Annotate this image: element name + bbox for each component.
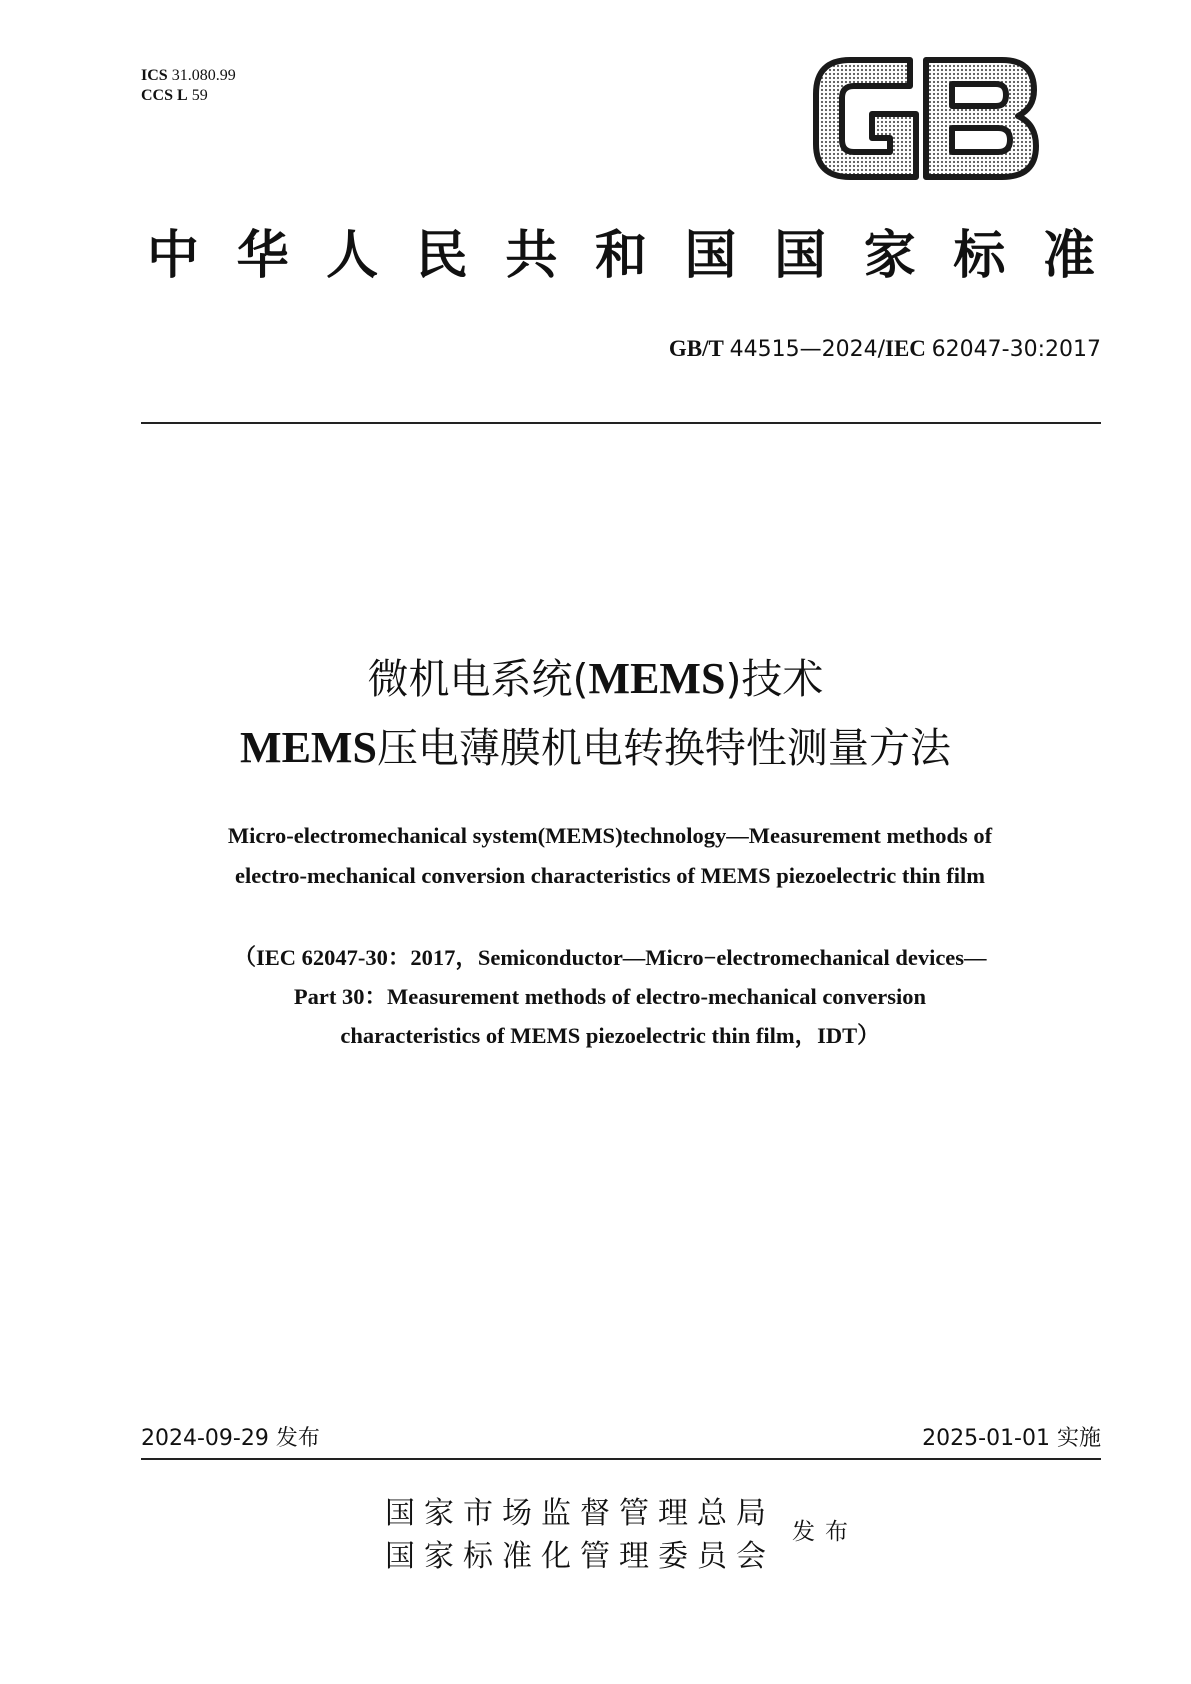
title-en-line2: electro-mechanical conversion characteristics of MEMS piezoelectric thin film (235, 863, 985, 888)
heading-char: 民 (415, 225, 468, 286)
ics-value: 31.080.99 (171, 67, 236, 84)
ccs-code (141, 86, 236, 106)
logo-letter-g (816, 60, 916, 177)
ics-code (141, 66, 236, 86)
standard-prefix: GB/T (668, 336, 724, 361)
title-zh-line2 (0, 717, 1191, 779)
title-zh-part: MEMS (240, 723, 377, 772)
gb-logo (812, 56, 1040, 181)
national-standard-heading (141, 224, 1101, 288)
heading-char: 和 (594, 225, 647, 286)
iec-reference-line3: characteristics of MEMS piezoelectric thin film，IDT） (340, 1023, 880, 1048)
iec-reference-line2: Part 30：Measurement methods of electro-mechanical conversion (293, 984, 927, 1009)
iec-reference (110, 938, 1110, 1055)
heading-char: 国 (774, 225, 827, 286)
iec-label: IEC (885, 336, 926, 361)
issuer-line2: 国家标准化管理委员会 (385, 1539, 775, 1574)
ccs-label: CCS (141, 87, 174, 104)
heading-char: 准 (1042, 225, 1095, 286)
issuer-line1: 国家市场监督管理总局 (385, 1496, 775, 1531)
title-zh-part: 微机电系统( (367, 655, 589, 703)
logo-letter-b (926, 60, 1036, 177)
issue-date: 2024-09-29 发布 (141, 1426, 320, 1451)
title-en (110, 816, 1110, 896)
ccs-letter: L (177, 87, 188, 104)
header-divider (141, 422, 1101, 424)
logo-text: GB (812, 56, 814, 57)
effective-date: 2025-01-01 实施 (922, 1426, 1101, 1451)
heading-char: 标 (953, 225, 1006, 286)
standard-number-value: 44515—2024/ (729, 337, 886, 362)
ics-label: ICS (141, 67, 168, 84)
title-zh-part: MEMS (588, 654, 726, 703)
iec-number: 62047-30:2017 (931, 337, 1101, 362)
title-zh-line1 (0, 648, 1191, 710)
title-en-line1: Micro-electromechanical system(MEMS)technology—Measurement methods of (227, 823, 993, 848)
heading-char: 人 (326, 225, 379, 286)
title-zh-part: 压电薄膜机电转换特性测量方法 (376, 724, 951, 772)
heading-char: 共 (505, 225, 558, 286)
publish-label: 发布 (792, 1519, 858, 1545)
title-zh-part: )技术 (725, 655, 824, 703)
classification-codes (141, 66, 236, 106)
iec-reference-line1: （IEC 62047-30：2017，Semiconductor—Micro−electromechanical devices— (233, 945, 987, 970)
heading-char: 中 (146, 225, 199, 286)
heading-char: 国 (684, 225, 737, 286)
ccs-value: 59 (191, 87, 208, 104)
heading-char: 家 (863, 225, 916, 286)
heading-char: 华 (236, 225, 289, 286)
footer-divider (141, 1458, 1101, 1460)
standard-number (669, 336, 1101, 362)
